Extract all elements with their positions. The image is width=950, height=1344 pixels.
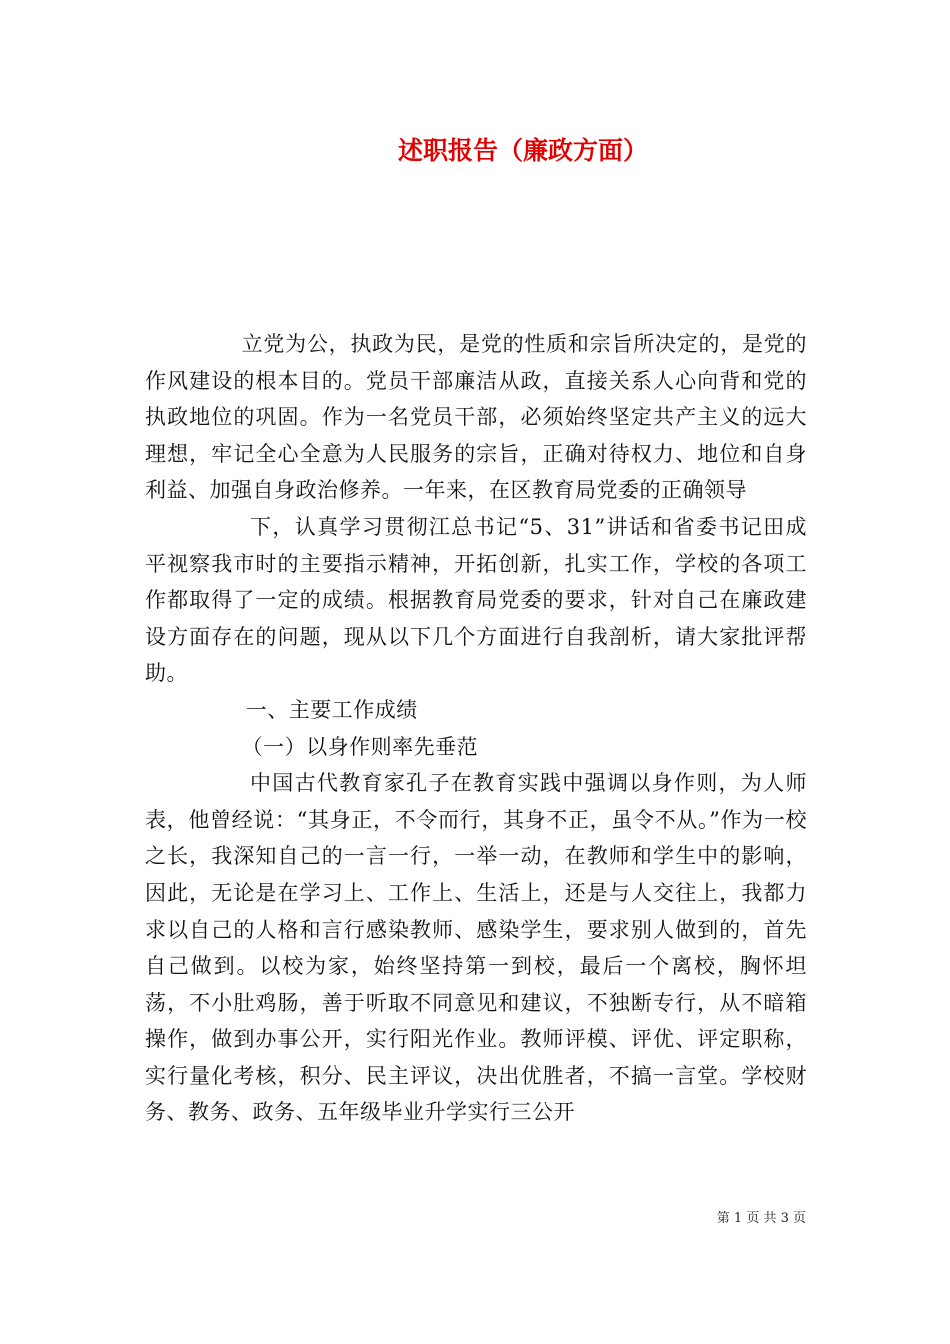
page-number-footer: 第 1 页 共 3 页 [716,1211,806,1226]
document-title: 述职报告（廉政方面） [397,136,648,165]
document-body [145,326,807,1131]
section-heading: 一、主要工作成绩 [245,697,418,722]
paragraph-body: 中国古代教育家孔子在教育实践中强调以身作则，为人师表，他曾经说：“其身正，不令而行，其身不正，虽令不从。”作为一校之长，我深知自己的一言一行，一举一动，在教师和学生中的影响，因此，无论是在学习上、工作上、生活上，还是与人交往上，我都力求以自己的人格和言行感染教师、感染学生，要求别人做到的，首先自己做到。以校为家，始终坚持第一到校，最后一个离校，胸怀坦荡，不小肚鸡肠，善于听取不同意见和建议，不独断专行，从不暗箱操作，做到办事公开，实行阳光作业。教师评模、评优、评定职称，实行量化考核，积分、民主评议，决出优胜者，不搞一言堂。学校财务、教务、政务、五年级毕业升学实行三公开 [145,771,807,1125]
paragraph-intro: 立党为公，执政为民，是党的性质和宗旨所决定的，是党的作风建设的根本目的。党员干部廉洁从政，直接关系人心向背和党的执政地位的巩固。作为一名党员干部，必须始终坚定共产主义的远大理想，牢记全心全意为人民服务的宗旨，正确对待权力、地位和自身利益、加强自身政治修养。一年来，在区教育局党委的正确领导 [145,332,807,503]
subsection-heading: （一）以身作则率先垂范 [241,734,479,759]
paragraph-continuation: 下，认真学习贯彻江总书记“5、31”讲话和省委书记田成平视察我市时的主要指示精神，开拓创新，扎实工作，学校的各项工作都取得了一定的成绩。根据教育局党委的要求，针对自己在廉政建设方面存在的问题，现从以下几个方面进行自我剖析，请大家批评帮助。 [145,514,807,686]
